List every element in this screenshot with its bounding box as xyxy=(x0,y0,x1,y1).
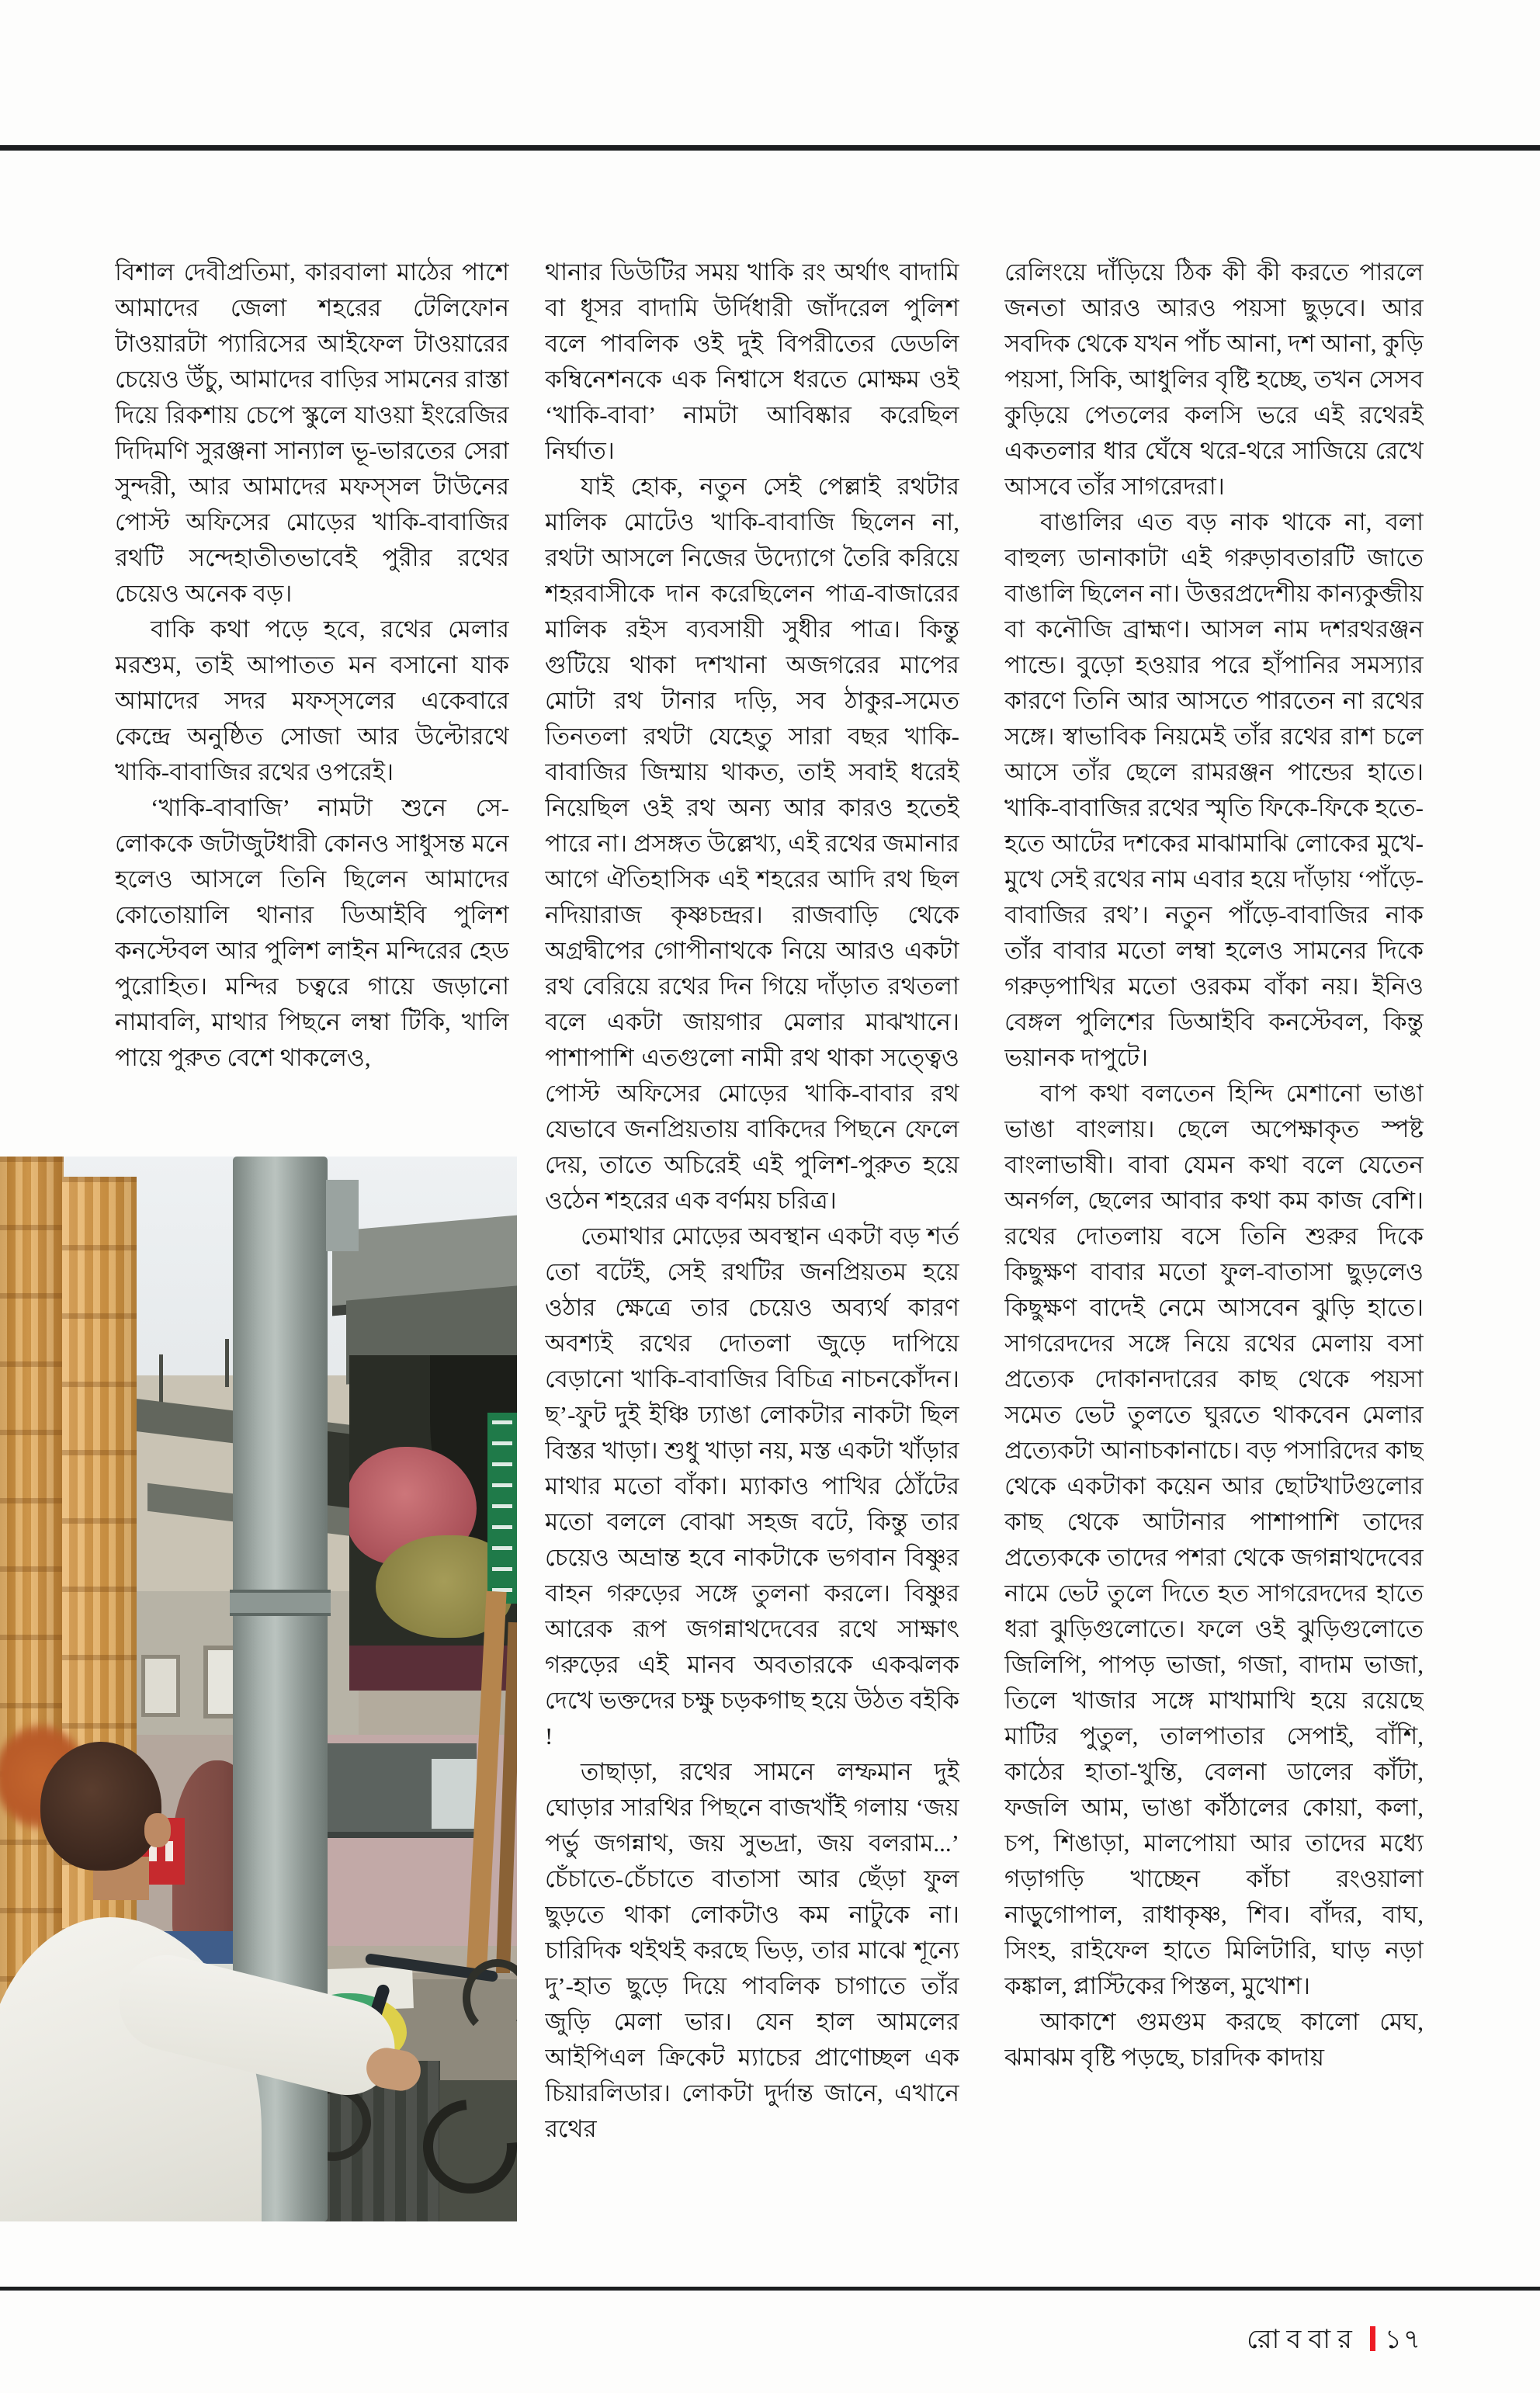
paragraph: বিশাল দেবীপ্রতিমা, কারবালা মাঠের পাশে আমাদের জেলা শহরের টেলিফোন টাওয়ারটা প্যারিসের আইফেল টাওয়ারের চেয়েও উঁচু, আমাদের বাড়ির সামনের রাস্তা দিয়ে রিকশায় চেপে স্কুলে যাওয়া ইংরেজির দিদিমণি সুরঞ্জনা সান্যাল ভূ-ভারতের সেরা সুন্দরী, আর আমাদের মফস্সল টাউনের পোস্ট অফিসের মোড়ের খাকি-বাবাজির রথটি সন্দেহাতীতভাবেই পুরীর রথের চেয়েও অনেক বড়। xyxy=(115,258,509,607)
paragraph: ‘খাকি-বাবাজি’ নামটা শুনে সে-লোককে জটাজুটধারী কোনও সাধুসন্ত মনে হলেও আসলে তিনি ছিলেন আমাদের কোতোয়ালি থানার ডিআইবি পুলিশ কনস্টেবল আর পুলিশ লাইন মন্দিরের হেড পুরোহিত। মন্দির চত্বরে গায়ে জড়ানো নামাবলি, মাথার পিছনে লম্বা টিকি, খালি পায়ে পুরুত বেশে থাকলেও, xyxy=(115,794,509,1071)
article-column-1 xyxy=(115,255,509,1133)
page-number: ১৭ xyxy=(1384,2325,1422,2354)
paragraph: তেমাথার মোড়ের অবস্থান একটা বড় শর্ত তো বটেই, সেই রথটির জনপ্রিয়তম হয়ে ওঠার ক্ষেত্রে তার চেয়েও অব্যর্থ কারণ অবশ্যই রথের দোতলা জুড়ে দাপিয়ে বেড়ানো খাকি-বাবাজির বিচিত্র নাচনকোঁদন। ছ’-ফুট দুই ইঞ্চি ঢ্যাঙা লোকটার নাকটা ছিল বিস্তর খাড়া। শুধু খাড়া নয়, মস্ত একটা খাঁড়ার মাথার মতো বাঁকা। ম্যাকাও পাখির ঠোঁটের মতো বললে বোঝা সহজ বটে, কিন্তু তার চেয়েও অভ্রান্ত হবে নাকটাকে ভগবান বিষ্ণুর বাহন গরুড়ের সঙ্গে তুলনা করলে। বিষ্ণুর আরেক রূপ জগন্নাথদেবের রথে সাক্ষাৎ গরুড়ের এই মানব অবতারকে একঝলক দেখে ভক্তদের চক্ষু চড়কগাছ হয়ে উঠত বইকি ! xyxy=(545,1223,959,1750)
paragraph: রেলিংয়ে দাঁড়িয়ে ঠিক কী কী করতে পারলে জনতা আরও আরও পয়সা ছুড়বে। আর সবদিক থেকে যখন পাঁচ আনা, দশ আনা, কুড়ি পয়সা, সিকি, আধুলির বৃষ্টি হচ্ছে, তখন সেসব কুড়িয়ে পেতলের কলসি ভরে এই রথেরই একতলার ধার ঘেঁষে থরে-থরে সাজিয়ে রেখে আসবে তাঁর সাগরেদরা। xyxy=(1004,258,1424,500)
pole-fixture xyxy=(326,1180,359,1251)
antenna xyxy=(225,1339,229,1387)
red-divider xyxy=(1370,2326,1375,2351)
window xyxy=(141,1655,180,1717)
paragraph: যাই হোক, নতুন সেই পেল্লাই রথটার মালিক মোটেও খাকি-বাবাজি ছিলেন না, রথটা আসলে নিজের উদ্যোগে তৈরি করিয়ে শহরবাসীকে দান করেছিলেন পাত্র-বাজারের মালিক রইস ব্যবসায়ী সুধীর পাত্র। কিন্তু গুটিয়ে থাকা দশখানা অজগরের মাপের মোটা রথ টানার দড়ি, সব ঠাকুর-সমেত তিনতলা রথটা যেহেতু সারা বছর খাকি-বাবাজির জিম্মায় থাকত, তাই সবাই ধরেই নিয়েছিল ওই রথ অন্য আর কারও হতেই পারে না। প্রসঙ্গত উল্লেখ্য, এই রথের জমানার আগে ঐতিহাসিক এই শহরের আদি রথ ছিল নদিয়ারাজ কৃষ্ণচন্দ্রর। রাজবাড়ি থেকে অগ্রদ্বীপের গোপীনাথকে নিয়ে আরও একটা রথ বেরিয়ে রথের দিন গিয়ে দাঁড়াত রথতলা বলে একটা জায়গার মেলার মাঝখানে। পাশাপাশি এতগুলো নামী রথ থাকা সত্ত্বেও পোস্ট অফিসের মোড়ের খাকি-বাবার রথ যেভাবে জনপ্রিয়তায় বাকিদের পিছনে ফেলে দেয়, তাতে অচিরেই এই পুলিশ-পুরুত হয়ে ওঠেন শহরের এক বর্ণময় চরিত্র। xyxy=(545,473,959,1214)
antenna xyxy=(159,1354,163,1403)
paragraph: বাপ কথা বলতেন হিন্দি মেশানো ভাঙা ভাঙা বাংলায়। ছেলে অপেক্ষাকৃত স্পষ্ট বাংলাভাষী। বাবা যেমন কথা বলে যেতেন অনর্গল, ছেলের আবার কথা কম কাজ বেশি। রথের দোতলায় বসে তিনি শুরুর দিকে কিছুক্ষণ বাবার মতো ফুল-বাতাসা ছুড়লেও কিছুক্ষণ বাদেই নেমে আসবেন ঝুড়ি হাতে। সাগরেদদের সঙ্গে নিয়ে রথের মেলায় বসা প্রত্যেক দোকানদারের কাছ থেকে পয়সা সমেত ভেট তুলতে ঘুরতে থাকবেন মেলার প্রত্যেকটা আনাচকানাচে। বড় পসারিদের কাছ থেকে একটাকা কয়েন আর ছোটখাটগুলোর কাছ থেকে আটানার পাশাপাশি তাদের প্রত্যেককে তাদের পশরা থেকে জগন্নাথদেবের নামে ভেট তুলে দিতে হত সাগরেদদের হাতে ধরা ঝুড়িগুলোতে। ফলে ওই ঝুড়িগুলোতে জিলিপি, পাপড় ভাজা, গজা, বাদাম ভাজা, তিলে খাজার সঙ্গে মাখামাখি হয়ে রয়েছে মাটির পুতুল, তালপাতার সেপাই, বাঁশি, কাঠের হাতা-খুন্তি, বেলনা ডালের কাঁটা, ফজলি আম, ভাঙা কাঁঠালের কোয়া, কলা, চপ, শিঙাড়া, মালপোয়া আর তাদের মধ্যে গড়াগড়ি খাচ্ছেন কাঁচা রংওয়ালা নাড়ুগোপাল, রাধাকৃষ্ণ, শিব। বাঁদর, বাঘ, সিংহ, রাইফেল হাতে মিলিটারি, ঘাড় নড়া কঙ্কাল, প্লাস্টিকের পিস্তল, মুখোশ। xyxy=(1004,1080,1424,1999)
pole-joint xyxy=(230,1590,331,1616)
paragraph: তাছাড়া, রথের সামনে লম্ফমান দুই ঘোড়ার সারথির পিছনে বাজখাঁই গলায় ‘জয় পর্ভু জগন্নাথ, জয় সুভদ্রা, জয় বলরাম...’ চেঁচাতে-চেঁচাতে বাতাসা আর ছেঁড়া ফুল ছুড়তে থাকা লোকটাও কম নাটুকে না। চারিদিক থইথই করছে ভিড়, তার মাঝে শূন্যে দু’-হাত ছুড়ে দিয়ে পাবলিক চাগাতে তাঁর জুড়ি মেলা ভার। যেন হাল আমলের আইপিএল ক্রিকেট ম্যাচের প্রাণোচ্ছল এক চিয়ারলিডার। লোকটা দুর্দান্ত জানে, এখানে রথের xyxy=(545,1758,959,2142)
paragraph: বাঙালির এত বড় নাক থাকে না, বলা বাহুল্য ডানাকাটা এই গরুড়াবতারটি জাতে বাঙালি ছিলেন না। উত্তরপ্রদেশীয় কান্যকুব্জীয় বা কনৌজি ব্রাহ্মণ। আসল নাম দশরথরঞ্জন পান্ডে। বুড়ো হওয়ার পরে হাঁপানির সমস্যার কারণে তিনি আর আসতে পারতেন না রথের সঙ্গে। স্বাভাবিক নিয়মেই তাঁর রথের রাশ চলে আসে তাঁর ছেলে রামরঞ্জন পান্ডের হাতে। খাকি-বাবাজির রথের স্মৃতি ফিকে-ফিকে হতে-হতে আটের দশকের মাঝামাঝি লোকের মুখে-মুখে সেই রথের নাম এবার হয়ে দাঁড়ায় ‘পাঁড়ে-বাবাজির রথ’। নতুন পাঁড়ে-বাবাজির নাক তাঁর বাবার মতো লম্বা হলেও সামনের দিকে গরুড়পাখির মতো ওরকম বাঁকা নয়। ইনিও বেঙ্গল পুলিশের ডিআইবি কনস্টেবল, কিন্তু ভয়ানক দাপুটে। xyxy=(1004,508,1424,1071)
article-column-2 xyxy=(545,255,959,2251)
green-signboard xyxy=(487,1413,517,1604)
page-footer xyxy=(0,2319,1422,2364)
street-scene-photo xyxy=(0,1157,517,2221)
paragraph: আকাশে গুমগুম করছে কালো মেঘ, ঝমাঝম বৃষ্টি পড়ছে, চারদিক কাদায় xyxy=(1004,2008,1424,2071)
magazine-name: রোববার xyxy=(1247,2325,1359,2354)
person-head xyxy=(40,1742,161,1871)
article-column-3 xyxy=(1004,255,1424,2251)
paragraph: থানার ডিউটির সময় খাকি রং অর্থাৎ বাদামি বা ধূসর বাদামি উর্দিধারী জাঁদরেল পুলিশ বলে পাবলিক ওই দুই বিপরীতের ডেডলি কম্বিনেশনকে এক নিশ্বাসে ধরতে মোক্ষম ওই ‘খাকি-বাবা’ নামটা আবিষ্কার করেছিল নির্ঘাত। xyxy=(545,258,959,464)
person-ear xyxy=(144,1813,171,1847)
top-rule xyxy=(0,145,1540,151)
poster xyxy=(432,1759,477,1829)
paragraph: বাকি কথা পড়ে হবে, রথের মেলার মরশুম, তাই আপাতত মন বসানো যাক আমাদের সদর মফস্সলের একেবারে কেন্দ্রে অনুষ্ঠিত সোজা আর উল্টোরথে খাকি-বাবাজির রথের ওপরেই। xyxy=(115,616,509,786)
footer-rule xyxy=(0,2287,1540,2291)
